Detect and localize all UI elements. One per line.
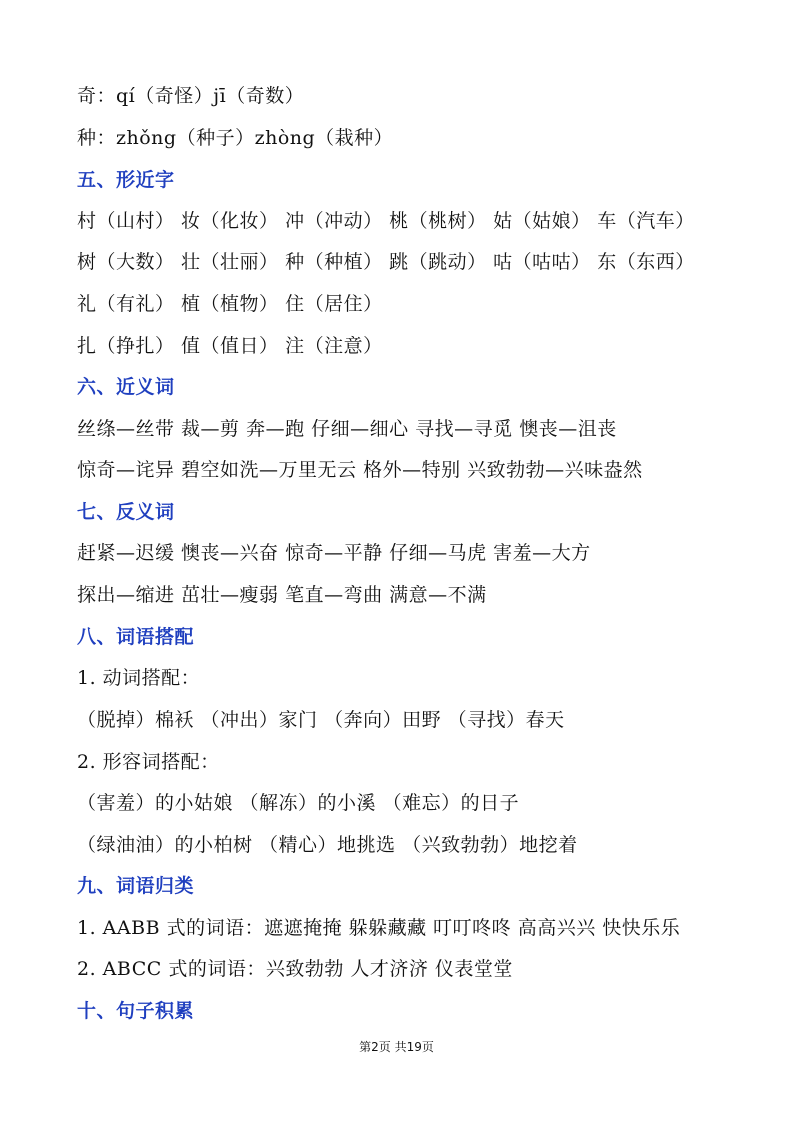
pronunciation-zhong: 种：zhǒng（种子）zhòng（栽种）	[77, 127, 394, 149]
antonyms-row: 探出—缩进 茁壮—瘦弱 笔直—弯曲 满意—不满	[77, 584, 487, 606]
section-heading-sentences: 十、句子积累	[77, 1000, 195, 1022]
section-heading-collocations: 八、词语搭配	[77, 626, 195, 648]
similar-chars-row: 树（大数） 壮（壮丽） 种（种植） 跳（跳动） 咕（咕咕） 东（东西）	[77, 251, 695, 273]
page-number-footer: 第2页 共19页	[359, 1040, 434, 1054]
adjective-collocation-label: 2. 形容词搭配：	[77, 751, 220, 773]
section-heading-word-types: 九、词语归类	[77, 875, 195, 897]
synonyms-row: 惊奇—诧异 碧空如洗—万里无云 格外—特别 兴致勃勃—兴味盎然	[77, 459, 643, 481]
section-heading-antonyms: 七、反义词	[77, 501, 175, 523]
abcc-words-row: 2. ABCC 式的词语：兴致勃勃 人才济济 仪表堂堂	[77, 958, 513, 980]
similar-chars-row: 礼（有礼） 植（植物） 住（居住）	[77, 293, 383, 315]
adjective-collocation-row: （绿油油）的小柏树 （精心）地挑选 （兴致勃勃）地挖着	[77, 834, 578, 856]
pronunciation-qi: 奇：qí（奇怪）jī（奇数）	[77, 85, 305, 107]
antonyms-row: 赶紧—迟缓 懊丧—兴奋 惊奇—平静 仔细—马虎 害羞—大方	[77, 542, 591, 564]
aabb-words-row: 1. AABB 式的词语：遮遮掩掩 躲躲藏藏 叮叮咚咚 高高兴兴 快快乐乐	[77, 917, 681, 939]
verb-collocation-label: 1. 动词搭配：	[77, 667, 201, 689]
similar-chars-row: 扎（挣扎） 值（值日） 注（注意）	[77, 335, 383, 357]
verb-collocation-row: （脱掉）棉袄 （冲出）家门 （奔向）田野 （寻找）春天	[77, 709, 565, 731]
section-heading-similar-chars: 五、形近字	[77, 169, 175, 191]
synonyms-row: 丝绦—丝带 裁—剪 奔—跑 仔细—细心 寻找—寻觅 懊丧—沮丧	[77, 418, 617, 440]
adjective-collocation-row: （害羞）的小姑娘 （解冻）的小溪 （难忘）的日子	[77, 792, 520, 814]
similar-chars-row: 村（山村） 妆（化妆） 冲（冲动） 桃（桃树） 姑（姑娘） 车（汽车）	[77, 210, 695, 232]
section-heading-synonyms: 六、近义词	[77, 376, 175, 398]
